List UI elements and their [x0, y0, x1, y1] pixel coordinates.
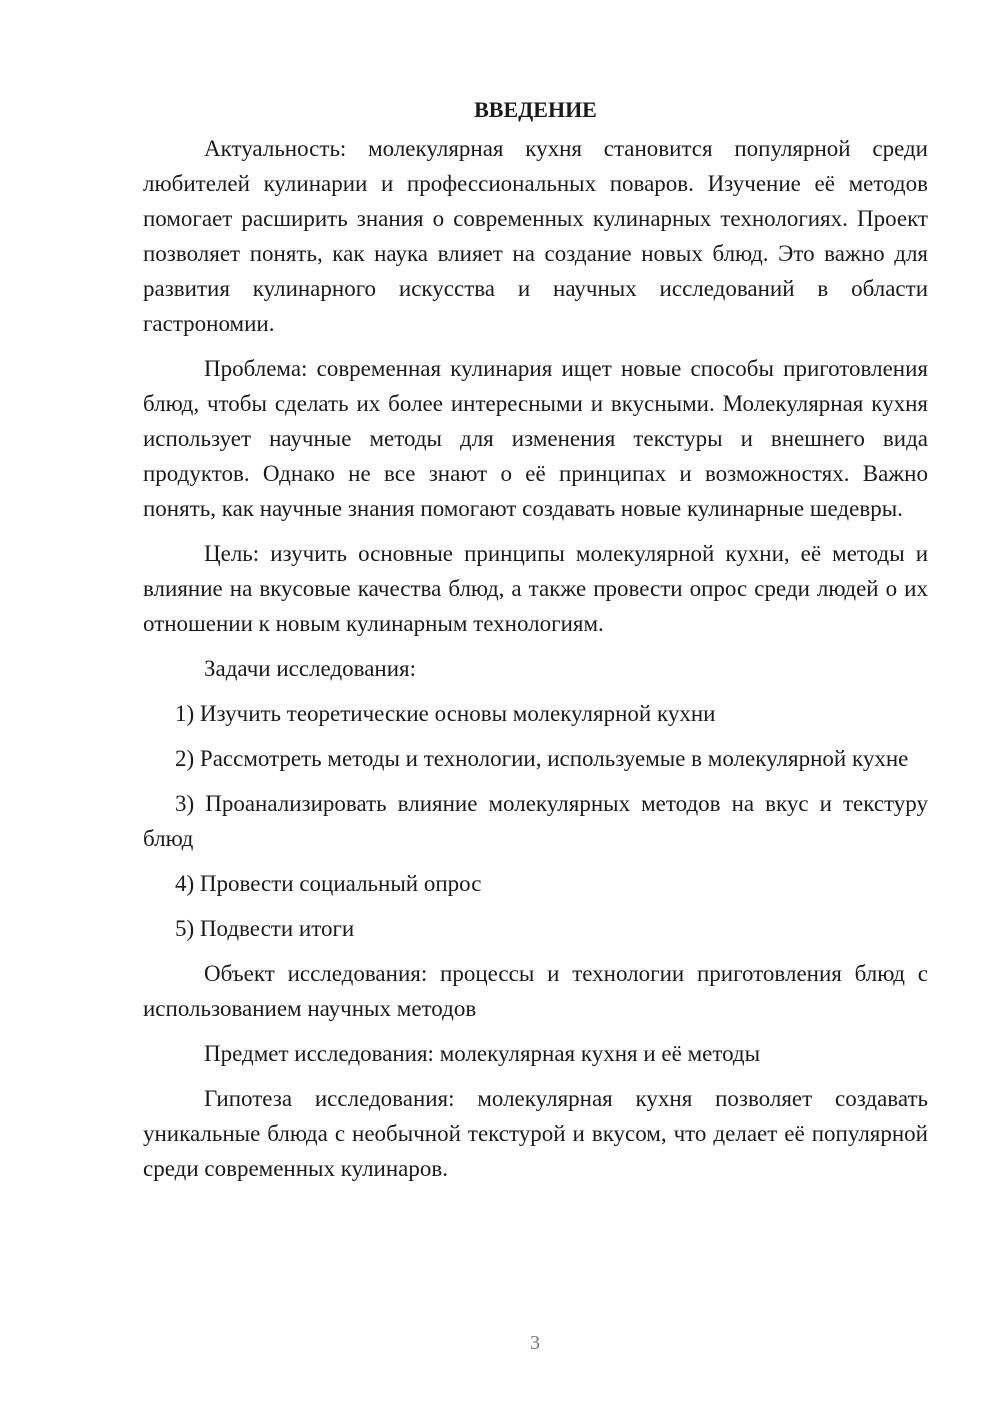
task-item-4: 4) Провести социальный опрос: [175, 871, 482, 896]
tasks-heading: Задачи исследования:: [204, 656, 417, 681]
task-item-3: 3) Проанализировать влияние молекулярных методов на вкус и текстуру блюд: [143, 791, 928, 851]
problem-paragraph: Проблема: современная кулинария ищет новые способы приготовления блюд, чтобы сделать их более интересными и вкусными. Молекулярная кухня использует научные методы для изменения текстуры и внешнего вида продуктов. Однако не все знают о её принципах и возможностях. Важно понять, как научные знания помогают создавать новые кулинарные шедевры.: [143, 356, 928, 521]
document-page: [143, 92, 928, 1186]
subject-paragraph: Предмет исследования: молекулярная кухня и её методы: [204, 1041, 761, 1066]
task-item-2: 2) Рассмотреть методы и технологии, используемые в молекулярной кухне: [175, 746, 909, 771]
goal-paragraph: Цель: изучить основные принципы молекулярной кухни, её методы и влияние на вкусовые качества блюд, а также провести опрос среди людей о их отношении к новым кулинарным технологиям.: [143, 541, 928, 636]
hypothesis-paragraph: Гипотеза исследования: молекулярная кухня позволяет создавать уникальные блюда с необычной текстурой и вкусом, что делает её популярной среди современных кулинаров.: [143, 1086, 928, 1181]
relevance-paragraph: Актуальность: молекулярная кухня становится популярной среди любителей кулинарии и профессиональных поваров. Изучение её методов помогает расширить знания о современных кулинарных технологиях. Проект позволяет понять, как наука влияет на создание новых блюд. Это важно для развития кулинарного искусства и научных исследований в области гастрономии.: [143, 136, 928, 336]
page-title: ВВЕДЕНИЕ: [474, 97, 597, 122]
page-number: 3: [530, 1332, 540, 1354]
object-paragraph: Объект исследования: процессы и технологии приготовления блюд с использованием научных методов: [143, 961, 928, 1021]
task-item-5: 5) Подвести итоги: [175, 916, 355, 941]
task-item-1: 1) Изучить теоретические основы молекулярной кухни: [175, 701, 716, 726]
